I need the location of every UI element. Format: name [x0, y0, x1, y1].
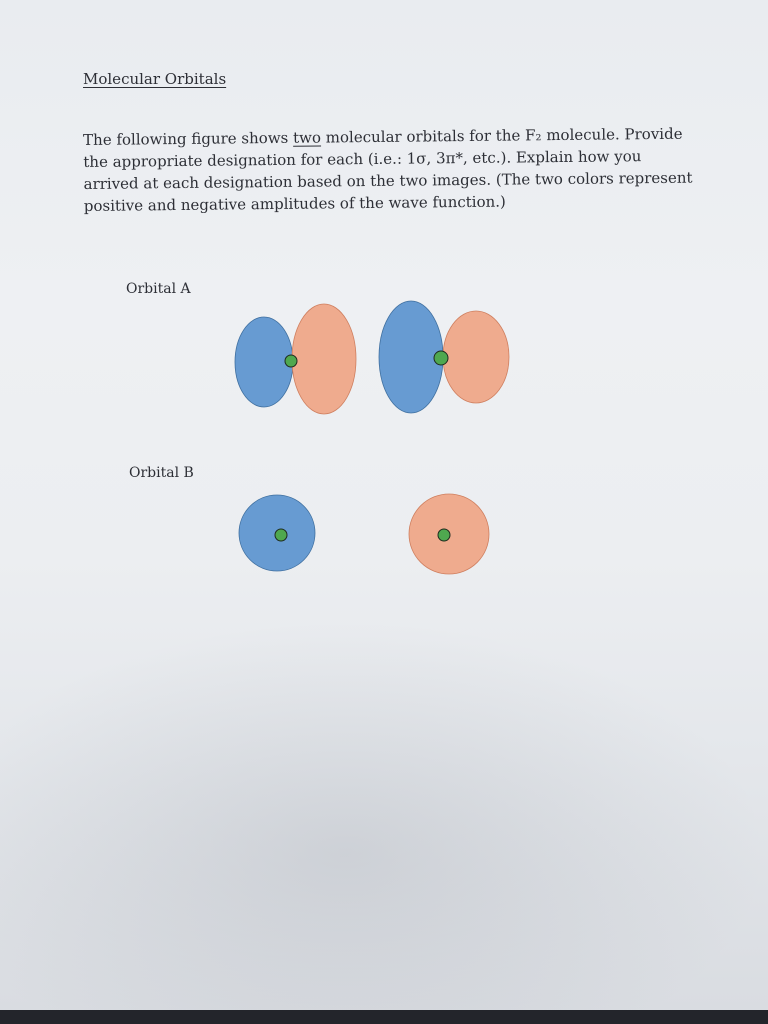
orbital-a-label: Orbital A	[126, 281, 191, 297]
orbital-b-left-nucleus	[275, 529, 287, 541]
orbital-a-left-orange-lobe	[292, 304, 356, 414]
orbital-a-right-orange-lobe	[443, 311, 509, 403]
paragraph-line-1: The following figure shows two molecular orbitals for the F₂ molecule. Provide	[83, 124, 683, 149]
orbital-b-left-atom	[239, 495, 315, 571]
paragraph-line-2: the appropriate designation for each (i.e.: 1σ, 3π*, etc.). Explain how you	[83, 147, 642, 171]
orbital-a-left-blue-lobe	[235, 317, 293, 407]
orbital-b-right-nucleus	[438, 529, 450, 541]
underlined-word: two	[292, 128, 322, 147]
orbital-a-left-nucleus	[285, 355, 297, 367]
orbital-a-left-atom	[235, 304, 356, 414]
orbital-a-right-atom	[379, 301, 509, 413]
orbital-b-label: Orbital B	[129, 465, 194, 481]
document-title: Molecular Orbitals	[83, 70, 227, 88]
desk-edge	[0, 1010, 768, 1024]
paragraph-line-4: positive and negative amplitudes of the wave function.)	[83, 192, 506, 215]
orbital-b-right-atom	[409, 494, 489, 574]
paragraph-line-3: arrived at each designation based on the two images. (The two colors represent	[83, 168, 693, 193]
orbital-a-right-nucleus	[434, 351, 448, 365]
orbital-a-right-blue-lobe	[379, 301, 443, 413]
